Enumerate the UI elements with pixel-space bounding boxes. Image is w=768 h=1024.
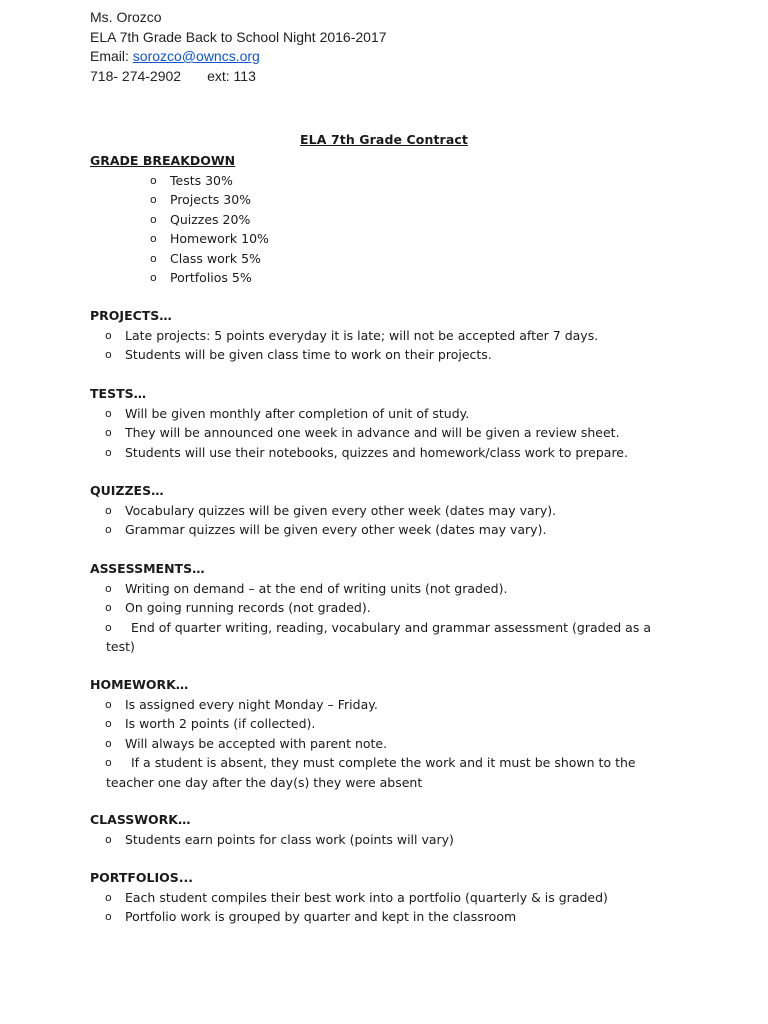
- section-heading: PORTFOLIOS...: [90, 870, 194, 885]
- portfolios-list: [90, 888, 608, 927]
- list-item-text: If a student is absent, they must complete the work and it must be shown to the: [131, 755, 636, 770]
- bullet-marker: o: [105, 426, 112, 439]
- bullet-marker: o: [105, 406, 112, 420]
- list-item: [90, 520, 556, 540]
- list-item-text: On going running records (not graded).: [125, 600, 371, 615]
- list-item-text: Tests 30%: [170, 172, 233, 188]
- teacher-name: Ms. Orozco: [90, 9, 162, 25]
- classwork-list: [90, 830, 454, 850]
- list-item-text: Grammar quizzes will be given every other week (dates may vary).: [125, 522, 547, 537]
- list-item-text: End of quarter writing, reading, vocabulary and grammar assessment (graded as a: [131, 619, 651, 635]
- bullet-marker: o: [105, 697, 112, 711]
- list-item-text: Portfolio work is grouped by quarter and kept in the classroom: [125, 909, 517, 924]
- list-item-text: Projects 30%: [170, 192, 252, 207]
- list-item: [90, 695, 708, 715]
- list-item: [90, 171, 269, 191]
- bullet-marker: o: [105, 328, 112, 342]
- phone-number: 718- 274-2902: [90, 67, 182, 84]
- bullet-marker: o: [105, 581, 112, 595]
- section-heading: GRADE BREAKDOWN: [90, 153, 236, 168]
- tests-section: [90, 384, 628, 462]
- list-item-text: Homework 10%: [170, 231, 269, 246]
- list-item: [90, 618, 708, 657]
- list-item: [90, 888, 608, 908]
- list-item-text: Will be given monthly after completion of unit of study.: [125, 405, 470, 421]
- list-item-text: Quizzes 20%: [170, 211, 251, 227]
- bullet-marker: o: [105, 832, 112, 846]
- list-item: [90, 830, 454, 850]
- quizzes-list: [90, 501, 556, 540]
- list-item: [90, 229, 269, 249]
- list-item: [90, 423, 628, 443]
- list-item-text: Is assigned every night Monday – Friday.: [125, 696, 378, 712]
- bullet-marker: o: [150, 173, 157, 187]
- list-item-continuation: teacher one day after the day(s) they were absent: [106, 774, 423, 790]
- projects-section: [90, 306, 598, 365]
- list-item: [90, 345, 598, 365]
- list-item-continuation: test): [106, 639, 135, 654]
- bullet-marker: o: [105, 717, 112, 730]
- email-line: [90, 47, 387, 67]
- grade-breakdown-list: [90, 171, 269, 288]
- bullet-marker: o: [150, 212, 157, 226]
- section-heading: ASSESSMENTS…: [90, 561, 205, 576]
- list-item-text: Class work 5%: [170, 250, 261, 266]
- event-title: ELA 7th Grade Back to School Night 2016-2017: [90, 28, 387, 45]
- assessments-section: [90, 559, 708, 657]
- list-item: [90, 249, 269, 269]
- phone-line: [90, 67, 387, 87]
- list-item: [90, 326, 598, 346]
- bullet-marker: o: [105, 620, 112, 634]
- email-link[interactable]: sorozco@owncs.org: [132, 48, 260, 64]
- list-item: [90, 190, 269, 210]
- list-item-text: Writing on demand – at the end of writing units (not graded).: [125, 580, 508, 596]
- list-item-text: They will be announced one week in advance and will be given a review sheet.: [125, 425, 620, 440]
- homework-list: [90, 695, 708, 793]
- section-heading: CLASSWORK…: [90, 812, 191, 827]
- list-item: [90, 714, 708, 734]
- list-item: [90, 579, 708, 599]
- list-item: [90, 443, 628, 463]
- bullet-marker: o: [105, 445, 112, 459]
- bullet-marker: o: [150, 232, 157, 245]
- portfolios-section: [90, 868, 608, 927]
- list-item: [90, 404, 628, 424]
- contract-title: ELA 7th Grade Contract: [300, 132, 468, 147]
- section-heading: QUIZZES…: [90, 483, 164, 498]
- list-item-text: Students will be given class time to work on their projects.: [125, 347, 492, 362]
- list-item-text: Students will use their notebooks, quizzes and homework/class work to prepare.: [125, 444, 628, 460]
- contact-header: [90, 8, 387, 86]
- section-heading: PROJECTS…: [90, 308, 172, 323]
- bullet-marker: o: [150, 193, 157, 206]
- bullet-marker: o: [105, 910, 112, 923]
- list-item: [90, 210, 269, 230]
- list-item-text: Late projects: 5 points everyday it is late; will not be accepted after 7 days.: [125, 327, 599, 343]
- list-item: [90, 734, 708, 754]
- list-item-text: Portfolios 5%: [170, 270, 252, 285]
- quizzes-section: [90, 481, 556, 540]
- projects-list: [90, 326, 598, 365]
- homework-section: [90, 675, 708, 792]
- bullet-marker: o: [105, 756, 112, 769]
- section-heading: TESTS…: [90, 386, 147, 401]
- list-item-text: Is worth 2 points (if collected).: [125, 716, 316, 731]
- section-heading: HOMEWORK…: [90, 677, 189, 692]
- email-label: Email:: [90, 48, 133, 64]
- list-item: [90, 268, 269, 288]
- bullet-marker: o: [105, 503, 112, 517]
- bullet-marker: o: [150, 271, 157, 284]
- phone-extension: ext: 113: [207, 67, 256, 84]
- classwork-section: [90, 810, 454, 849]
- list-item-text: Students earn points for class work (points will vary): [125, 831, 454, 847]
- list-item-text: Vocabulary quizzes will be given every other week (dates may vary).: [125, 502, 557, 518]
- list-item: [90, 907, 608, 927]
- bullet-marker: o: [105, 736, 112, 750]
- bullet-marker: o: [105, 523, 112, 536]
- assessments-list: [90, 579, 708, 657]
- tests-list: [90, 404, 628, 463]
- bullet-marker: o: [150, 251, 157, 265]
- bullet-marker: o: [105, 348, 112, 361]
- list-item-text: Will always be accepted with parent note.: [125, 735, 388, 751]
- list-item: [90, 753, 708, 792]
- bullet-marker: o: [105, 601, 112, 614]
- list-item: [90, 598, 708, 618]
- grade-breakdown-section: [90, 151, 269, 288]
- list-item-text: Each student compiles their best work into a portfolio (quarterly & is graded): [125, 889, 608, 905]
- bullet-marker: o: [105, 890, 112, 904]
- list-item: [90, 501, 556, 521]
